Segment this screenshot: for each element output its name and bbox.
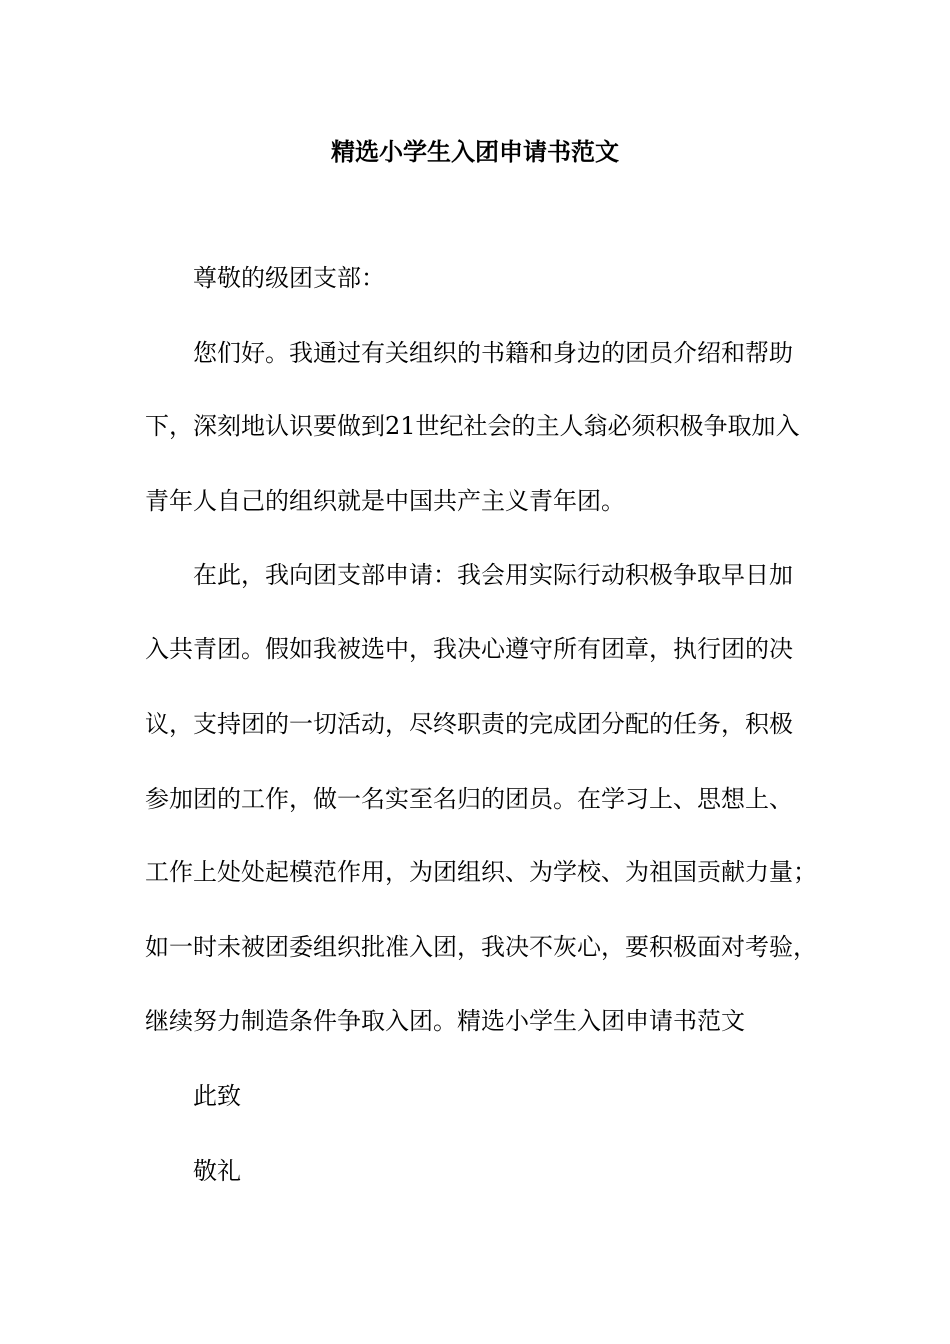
paragraph2-line1: 在此，我向团支部申请：我会用实际行动积极争取早日加 <box>193 561 793 589</box>
closing-jingli: 敬礼 <box>193 1157 241 1185</box>
paragraph2-line2: 入共青团。假如我被选中，我决心遵守所有团章，执行团的决 <box>145 635 793 663</box>
paragraph2-line5: 工作上处处起模范作用，为团组织、为学校、为祖国贡献力量； <box>145 858 817 886</box>
paragraph2-line7: 继续努力制造条件争取入团。精选小学生入团申请书范文 <box>145 1007 745 1035</box>
paragraph2-line3: 议，支持团的一切活动，尽终职责的完成团分配的任务，积极 <box>145 710 793 738</box>
paragraph1-line3: 青年人自己的组织就是中国共产主义青年团。 <box>145 487 625 515</box>
paragraph2-line6: 如一时未被团委组织批准入团，我决不灰心，要积极面对考验， <box>145 933 817 961</box>
paragraph2-line4: 参加团的工作，做一名实至名归的团员。在学习上、思想上、 <box>145 785 793 813</box>
document-title: 精选小学生入团申请书范文 <box>331 138 619 166</box>
closing-cizhi: 此致 <box>193 1082 241 1110</box>
paragraph1-line2: 下，深刻地认识要做到21世纪社会的主人翁必须积极争取加入 <box>145 412 800 440</box>
salutation: 尊敬的级团支部： <box>193 264 385 292</box>
paragraph1-line1: 您们好。我通过有关组织的书籍和身边的团员介绍和帮助 <box>193 339 793 367</box>
